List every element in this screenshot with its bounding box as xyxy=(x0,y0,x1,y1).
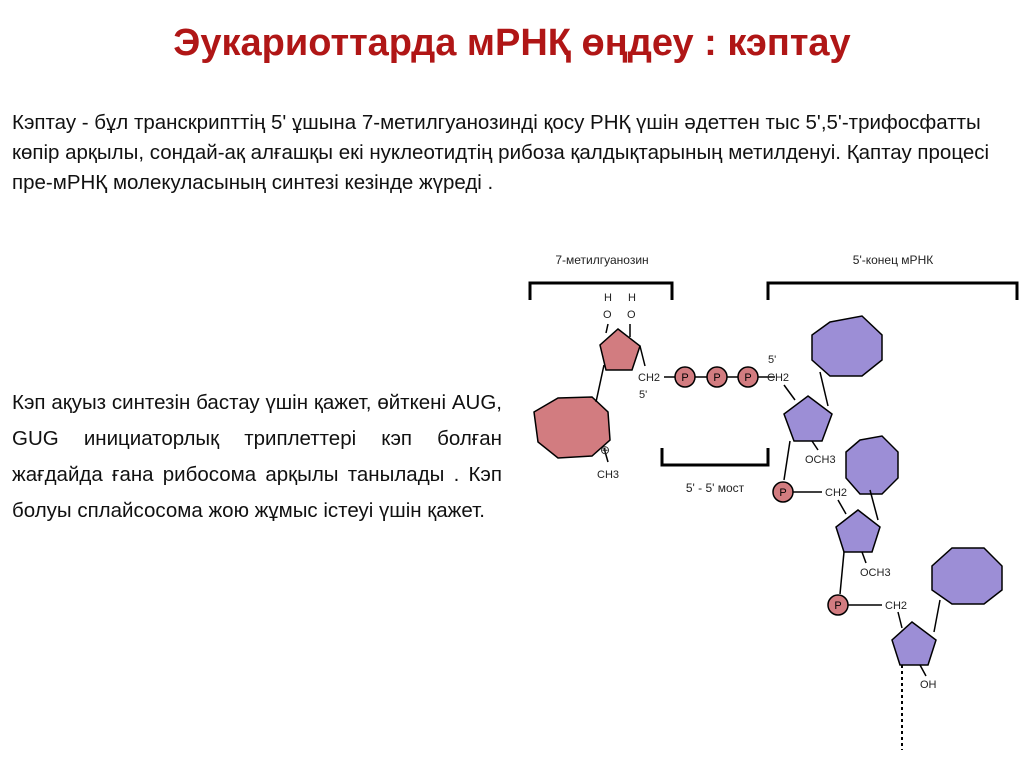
phosphate-3-label: P xyxy=(744,372,752,384)
nucleotide-3-ribose xyxy=(892,622,936,665)
label-7-methylguanosine: 7-метилгуанозин xyxy=(555,253,649,267)
phosphate-5-label: P xyxy=(834,600,842,612)
phosphate-4-label: P xyxy=(779,487,787,499)
bracket-bridge xyxy=(662,448,768,465)
label-5-5-bridge: 5' - 5' мост xyxy=(685,481,745,495)
nuc3-oh-label: OH xyxy=(920,679,937,691)
nuc1-5prime-label: 5' xyxy=(768,354,777,366)
nucleotide-2-ribose xyxy=(836,510,880,552)
bracket-cap xyxy=(530,283,672,300)
nucleotide-3-base xyxy=(932,548,1002,604)
cap-positive-charge: ⊕ xyxy=(600,443,611,457)
cap-h-label: H xyxy=(604,292,612,304)
cap-guanine-base xyxy=(534,397,610,458)
label-mrna-5-end: 5'-конец мРНК xyxy=(852,253,934,267)
cap-5prime-label: 5' xyxy=(639,389,648,401)
cap-o-label-2: O xyxy=(627,309,636,321)
nucleotide-1-ribose xyxy=(784,396,832,441)
nuc3-ch2-label: CH2 xyxy=(885,600,908,612)
nuc2-ch2-label: CH2 xyxy=(825,487,848,499)
cap-ribose xyxy=(600,329,640,370)
cap-ch2-label: CH2 xyxy=(638,372,661,384)
phosphate-2-label: P xyxy=(713,372,721,384)
slide-title: Эукариоттарда мРНҚ өңдеу : кэптау xyxy=(173,22,851,64)
cap-h-label-2: H xyxy=(628,292,636,304)
nuc2-och3-label: OCH3 xyxy=(860,567,891,579)
nucleotide-1-base xyxy=(812,316,882,376)
cap-o-label: O xyxy=(603,309,612,321)
cap-ch3-label: CH3 xyxy=(597,469,620,481)
nuc1-och3-label: OCH3 xyxy=(805,454,836,466)
nuc1-ch2-label: CH2 xyxy=(767,372,790,384)
intro-paragraph: Кэптау - бұл транскрипттің 5' ұшына 7-метилгуанозинді қосу РНҚ үшін әдеттен тыс 5',5'-трифосфатты көпір арқылы, сондай-ақ алғашқы екі нуклеотидтің рибоза қалдықтарының метилденуі. Қаптау процесі пре-мРНҚ молекуласының синтезі кезінде жүреді . xyxy=(12,111,990,194)
bracket-mrna xyxy=(768,283,1017,300)
nucleotide-2-base xyxy=(846,436,898,494)
phosphate-1-label: P xyxy=(681,372,689,384)
side-paragraph: Кэп ақуыз синтезін бастау үшін қажет, өйткені AUG, GUG инициаторлық триплеттері кэп болған жағдайда ғана рибосома арқылы танылады . Кэп болуы сплайсосома жою жұмыс істеуі үшін қажет. xyxy=(12,391,502,522)
